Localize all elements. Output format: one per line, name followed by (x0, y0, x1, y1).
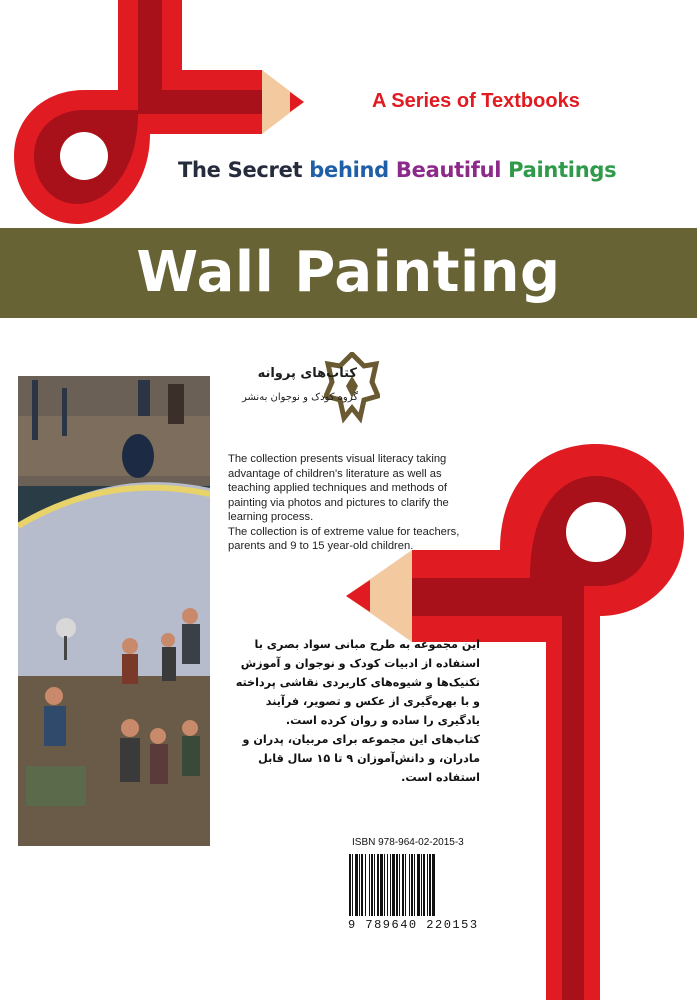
painting-illustration (18, 376, 210, 846)
series-title: A Series of Textbooks (372, 90, 580, 112)
subtitle-word-1: The Secret (178, 158, 310, 182)
barcode (345, 852, 475, 922)
isbn-label: ISBN 978-964-02-2015-3 (352, 837, 464, 848)
publisher-tagline: گروه کودک و نوجوان به‌نشر (241, 392, 358, 403)
book-title: Wall Painting (136, 240, 561, 305)
publisher-name: کتاب‌های پروانه (257, 366, 357, 381)
persian-description (234, 635, 480, 787)
subtitle-word-4: Paintings (508, 158, 617, 182)
collection-subtitle (178, 158, 638, 182)
isbn-digits: 9 789640 220153 (348, 918, 479, 932)
english-paragraph: The collection presents visual literacy taking advantage of children's literature as well as teaching applied techniques and methods of painting via photos and pictures to clarify the learning process. (228, 453, 449, 523)
pencil-loop-logo-top (0, 0, 320, 230)
subtitle-word-2: behind (309, 158, 396, 182)
butterfly-logo (324, 352, 380, 424)
subtitle-word-3: Beautiful (395, 158, 509, 182)
persian-paragraph: این مجموعه به طرح مبانی سواد بصری با استفاده از ادبیات کودک و نوجوان و آموزش تکنیک‌ها و شیوه‌های کاربردی نقاشی پرداخته و با بهره‌گیری از عکس و تصویر، فرآیند یادگیری را ساده و روان کرده است. (235, 638, 480, 727)
persian-paragraph: کتاب‌های این مجموعه برای مربیان، پدران و مادران، و دانش‌آموزان ۹ تا ۱۵ سال قابل استفاده است. (242, 733, 480, 784)
english-paragraph: The collection is of extreme value for teachers, parents and 9 to 15 year-old children. (228, 525, 460, 552)
